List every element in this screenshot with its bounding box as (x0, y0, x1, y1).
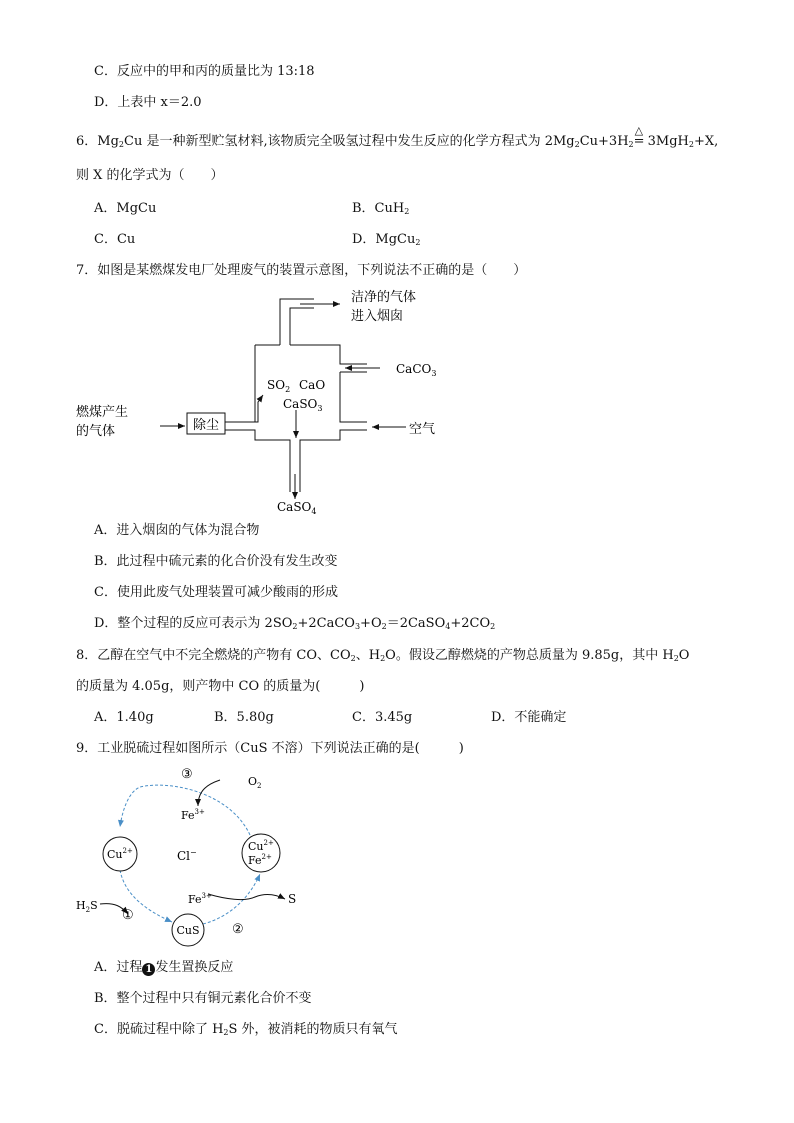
formula-sup: 3+ (201, 892, 212, 900)
cl-label (177, 848, 197, 863)
formula-text: ＝2CaSO (386, 616, 446, 631)
formula-sup: − (190, 848, 197, 857)
formula-sub: 3 (354, 622, 361, 631)
heat-symbol: △ (634, 124, 644, 137)
formula-text: +2CaCO (297, 616, 355, 631)
cus-label: CuS (176, 924, 200, 937)
h2s-label (76, 899, 98, 914)
q8-option-c: C．3.45g (352, 710, 413, 725)
q6-option-b (352, 200, 409, 221)
option-label: C．Cu (94, 232, 136, 247)
q7-option-c: C．使用此废气处理装置可减少酸雨的形成 (94, 585, 338, 600)
flue-gas-diagram (70, 282, 470, 514)
option-label: A．MgCu (94, 201, 157, 216)
dust-removal-label: 除尘 (192, 418, 220, 433)
q6-stem-line1 (76, 124, 719, 154)
q7-option-b: B．此过程中硫元素的化合价没有发生改变 (94, 554, 338, 569)
q9-option-b: B．整个过程中只有铜元素化合价不变 (94, 991, 312, 1006)
q6-text: Cu+3H (579, 134, 629, 149)
q8-option-d: D．不能确定 (491, 710, 567, 725)
so2-label (267, 378, 290, 394)
q8-text: O。假设乙醇燃烧的产物总质量为 9.85g，其中 H (385, 648, 674, 663)
formula-sup: 2+ (261, 853, 272, 861)
q6-sub: 2 (118, 140, 124, 149)
formula-text: Cu (107, 848, 123, 861)
formula-sub: 2 (223, 1028, 229, 1037)
option-text: S 外，被消耗的物质只有氧气 (228, 1022, 398, 1037)
coal-gas-label-1: 燃煤产生 (76, 405, 129, 420)
formula-sup: 2+ (263, 839, 274, 847)
q8-text: 8．乙醇在空气中不完全燃烧的产物有 CO、CO (76, 648, 351, 663)
q5-option-c: C．反应中的甲和丙的质量比为 13:18 (94, 64, 315, 79)
caso3-label (283, 397, 323, 413)
sulfur-label: S (288, 892, 297, 906)
q8-stem-line2: 的质量为 4.05g，则产物中 CO 的质量为( ) (76, 679, 365, 694)
option-text: C．脱硫过程中除了 H (94, 1022, 224, 1037)
q8-text: 、H (355, 648, 381, 663)
q6-text: +X, (693, 134, 719, 149)
q6-text: Cu 是一种新型贮氢材料,该物质完全吸氢过程中发生反应的化学方程式为 2Mg (124, 134, 575, 149)
q7-stem: 7．如图是某燃煤发电厂处理废气的装置示意图，下列说法不正确的是（ ） (76, 263, 527, 278)
q9-option-c (94, 1021, 398, 1042)
q9-option-a (94, 959, 233, 977)
formula-text: CaSO (277, 500, 312, 514)
formula-sub: 3 (431, 369, 437, 378)
formula-text: O (248, 775, 258, 788)
fe3-top-label (181, 808, 205, 822)
apparatus-outline (225, 299, 367, 492)
formula-sub: 4 (445, 622, 451, 631)
step3-label: ③ (181, 767, 193, 782)
formula-text: S (90, 899, 98, 912)
fe3-bottom-label (188, 892, 212, 906)
o2-label (248, 775, 262, 790)
formula-text: CaCO (396, 362, 432, 376)
q6-option-d (352, 231, 420, 252)
formula-text: H (76, 899, 86, 912)
formula-text: CaSO (283, 397, 318, 411)
option-label: D．MgCu (352, 232, 416, 247)
air-label: 空气 (409, 422, 436, 437)
option-text: 发生置换反应 (155, 960, 234, 975)
q6-sub: 2 (574, 140, 580, 149)
q6-option-a (94, 200, 156, 218)
q5-option-d: D．上表中 x＝2.0 (94, 95, 202, 110)
formula-text: SO (267, 378, 286, 392)
formula-text: Cu (248, 840, 264, 853)
circled-one-icon: 1 (142, 963, 155, 976)
option-sub: 2 (415, 238, 421, 247)
formula-sub: 2 (257, 782, 262, 790)
desulfurization-cycle-diagram (70, 762, 320, 948)
clean-gas-label: 洁净的气体 (351, 290, 417, 305)
formula-text: +O (360, 616, 382, 631)
q6-stem-line2: 则 X 的化学式为（ ） (76, 168, 224, 183)
formula-sub: 2 (85, 906, 91, 914)
formula-text: Fe (248, 854, 262, 867)
q6-sub: 2 (688, 140, 694, 149)
option-text: A．过程 (94, 960, 143, 975)
formula-sup: 3+ (194, 808, 205, 816)
formula-sup: 2+ (122, 847, 133, 855)
formula-sub: 2 (285, 385, 291, 394)
q8-option-b: B．5.80g (214, 710, 274, 725)
formula-sub: 4 (311, 507, 317, 514)
chimney-label: 进入烟囱 (351, 309, 404, 324)
formula-sub: 3 (317, 404, 323, 413)
heat-equals-sign: △ = (633, 124, 645, 149)
q6-text: 3MgH (647, 134, 689, 149)
formula-text: Fe (181, 809, 195, 822)
formula-text: D．整个过程的反应可表示为 2SO (94, 616, 293, 631)
q7-option-d (94, 615, 495, 636)
gas-rise-arrow (240, 395, 263, 422)
q8-sub: 2 (673, 654, 679, 663)
q8-stem-line1 (76, 647, 689, 668)
q6-option-c (94, 231, 135, 249)
caso4-label (277, 500, 317, 514)
o2-arrow (198, 780, 220, 806)
q9-stem: 9．工业脱硫过程如图所示（CuS 不溶）下列说法正确的是( ) (76, 741, 464, 756)
sulfur-arrow (208, 894, 285, 900)
caco3-label (396, 362, 436, 378)
step2-label: ② (232, 922, 244, 937)
formula-text: Cl (177, 849, 191, 863)
q7-option-a: A．进入烟囱的气体为混合物 (94, 523, 260, 538)
formula-sub: 2 (292, 622, 298, 631)
option-sub: 2 (404, 207, 410, 216)
q8-sub: 2 (380, 654, 386, 663)
option-label: B．CuH (352, 201, 405, 216)
formula-sub: 2 (381, 622, 387, 631)
q8-sub: 2 (350, 654, 356, 663)
q6-text: 6．Mg (76, 134, 119, 149)
q8-option-a: A．1.40g (94, 710, 154, 725)
formula-text: Fe (188, 893, 202, 906)
coal-gas-label-2: 的气体 (76, 424, 116, 439)
step1-label: ① (122, 908, 134, 923)
cao-label: CaO (299, 378, 326, 392)
q8-text: O (678, 648, 690, 663)
q6-sub: 2 (628, 140, 634, 149)
formula-text: +2CO (450, 616, 491, 631)
formula-sub: 2 (490, 622, 496, 631)
